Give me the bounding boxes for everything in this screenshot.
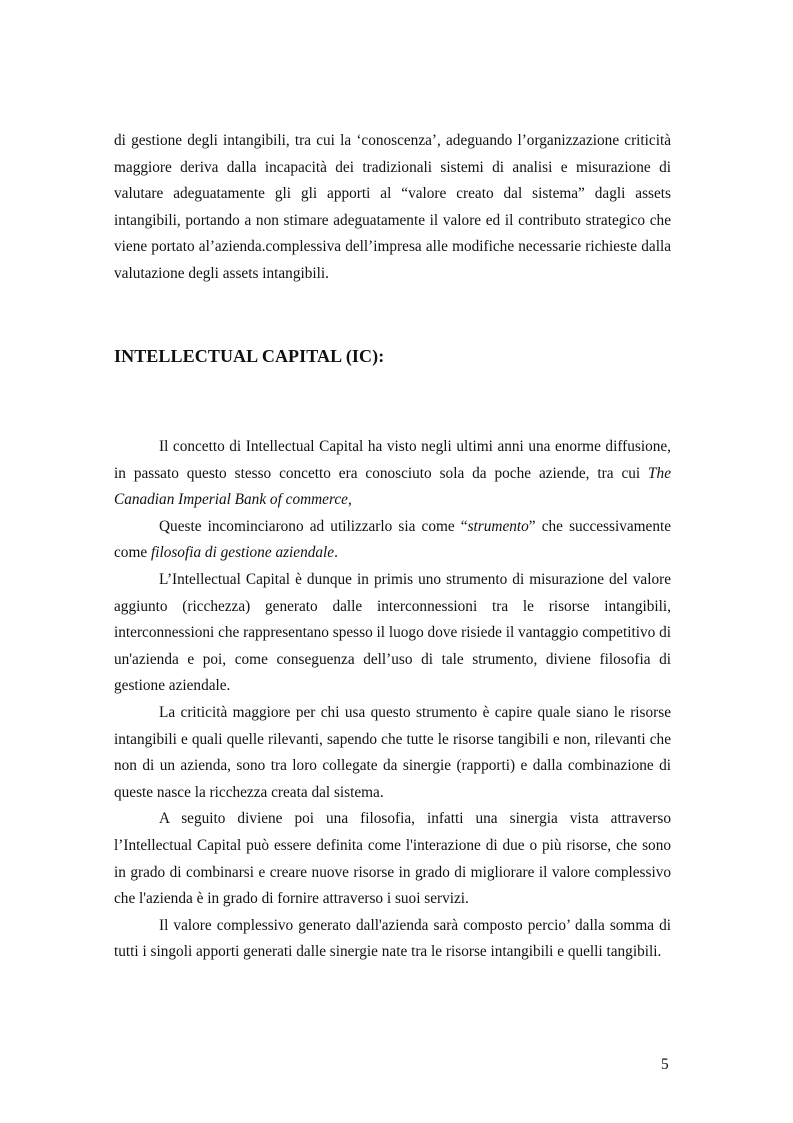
- paragraph-2-text: Queste incominciarono ad utilizzarlo sia come “: [159, 517, 468, 535]
- intro-block: [114, 128, 671, 288]
- paragraph-2-end: .: [334, 544, 338, 562]
- section-body: [114, 434, 671, 966]
- paragraph-4: La criticità maggiore per chi usa questo strumento è capire quale siano le risorse intangibili e quali quelle rilevanti, sapendo che tutte le risorse tangibili e non, rilevanti che non di un azienda, sono tra loro collegate da sinergie (rapporti) e dalla combinazione di queste nasce la ricchezza creata dal sistema.: [114, 703, 671, 801]
- page-number: 5: [661, 1056, 669, 1073]
- paragraph-1-end: ,: [347, 491, 352, 509]
- paragraph-2-middle: ” che successivamente come: [114, 517, 672, 562]
- paragraph-1-italic: The Canadian Imperial Bank of commerce: [114, 464, 671, 509]
- paragraph-1: [114, 434, 671, 514]
- paragraph-6: Il valore complessivo generato dall'azienda sarà composto percio’ dalla somma di tutti i singoli apporti generati dalle sinergie nate tra le risorse intangibili e quelli tangibili.: [114, 916, 671, 961]
- intro-paragraph: di gestione degli intangibili, tra cui la ‘conoscenza’, adeguando l’organizzazione criticità maggiore deriva dalla incapacità dei tradizionali sistemi di analisi e misurazione di valutare adeguatamente gli gli apporti al “valore creato dal sistema” dagli assets intangibili, portando a non stimare adeguatamente il valore ed il contributo strategico che viene portato al’azienda.complessiva dell’impresa alle modifiche necessarie richieste dalla valutazione degli assets intangibili.: [114, 132, 671, 282]
- section-heading: INTELLECTUAL CAPITAL (IC):: [114, 346, 385, 366]
- paragraph-2: [114, 514, 671, 567]
- paragraph-5: A seguito diviene poi una filosofia, infatti una sinergia vista attraverso l’Intellectual Capital può essere definita come l'interazione di due o più risorse, che sono in grado di combinarsi e creare nuove risorse in grado di migliorare il valore complessivo che l'azienda è in grado di fornire attraverso i suoi servizi.: [114, 810, 671, 908]
- paragraph-3: L’Intellectual Capital è dunque in primis uno strumento di misurazione del valore aggiunto (ricchezza) generato dalle interconnessioni tra le risorse intangibili, interconnessioni che rappresentano spesso il luogo dove risiede il vantaggio competitivo di un'azienda e poi, come conseguenza dell’uso di tale strumento, diviene filosofia di gestione aziendale.: [114, 570, 671, 695]
- paragraph-1-text: Il concetto di Intellectual Capital ha visto negli ultimi anni una enorme diffusione, in passato questo stesso concetto era conosciuto sola da poche aziende, tra cui: [114, 438, 671, 482]
- paragraph-2-italic-1: strumento: [467, 517, 529, 535]
- paragraph-2-italic-2: filosofia di gestione aziendale: [150, 544, 335, 562]
